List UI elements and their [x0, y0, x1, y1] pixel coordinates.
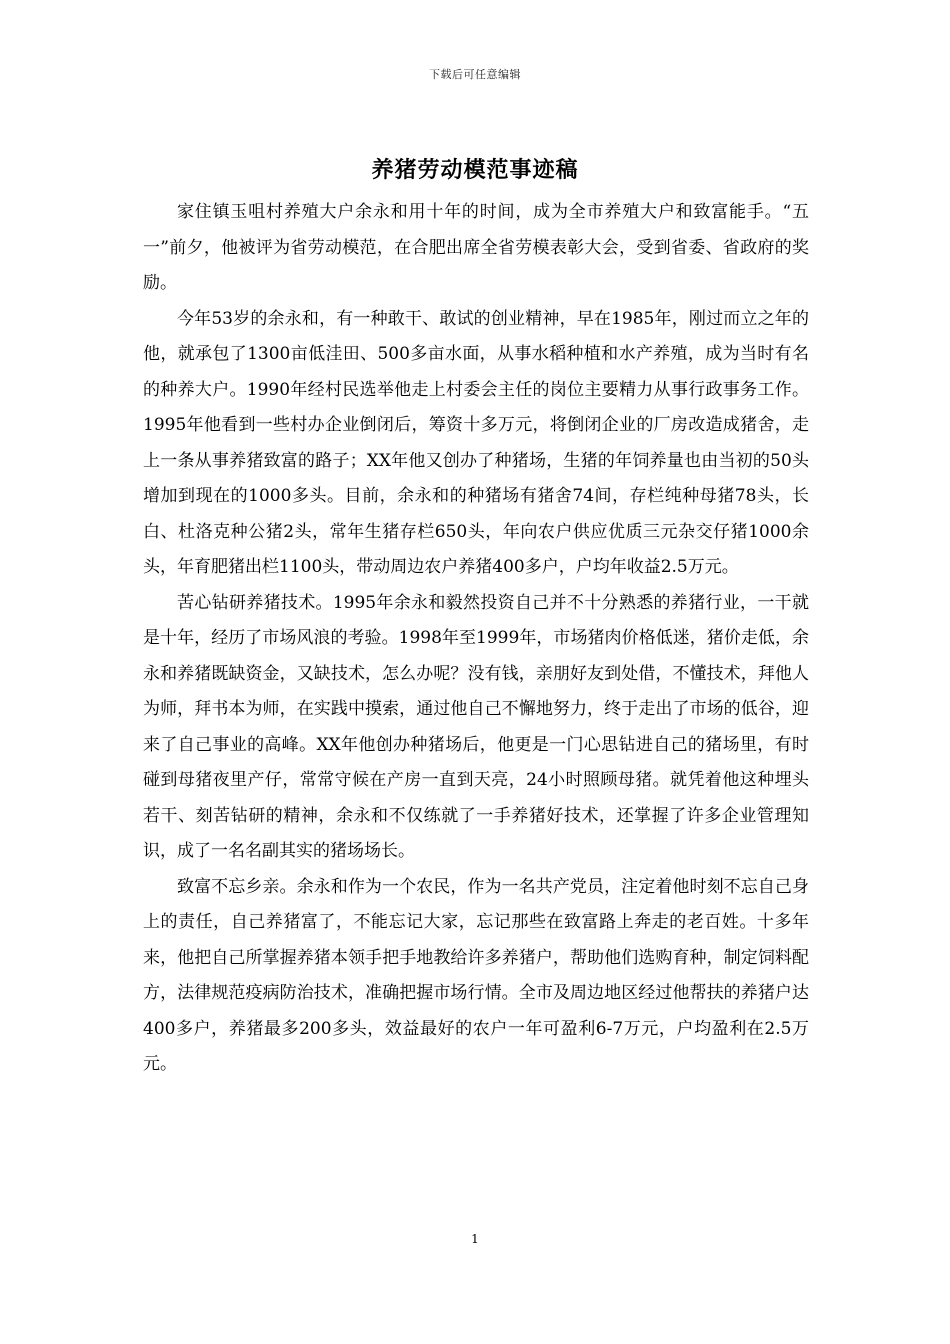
paragraph: 苦心钻研养猪技术。1995年余永和毅然投资自己并不十分熟悉的养猪行业，一干就是十年，经历了市场风浪的考验。1998年至1999年，市场猪肉价格低迷，猪价走低，余永和养猪既缺资金，又缺技术，怎么办呢？没有钱，亲朋好友到处借，不懂技术，拜他人为师，拜书本为师，在实践中摸索，通过他自己不懈地努力，终于走出了市场的低谷，迎来了自己事业的高峰。XX年他创办种猪场后，他更是一门心思钻进自己的猪场里，有时碰到母猪夜里产仔，常常守候在产房一直到天亮，24小时照顾母猪。就凭着他这种埋头若干、刻苦钻研的精神，余永和不仅练就了一手养猪好技术，还掌握了许多企业管理知识，成了一名名副其实的猪场场长。 [143, 592, 809, 861]
page-header: 下载后可任意编辑 [429, 68, 521, 81]
page-number: 1 [471, 1232, 479, 1246]
paragraph: 家住镇玉咀村养殖大户余永和用十年的时间，成为全市养殖大户和致富能手。“五一”前夕，他被评为省劳动模范，在合肥出席全省劳模表彰大会，受到省委、省政府的奖励。 [143, 202, 809, 293]
document-title: 养猪劳动模范事迹稿 [371, 157, 579, 183]
paragraph: 致富不忘乡亲。余永和作为一个农民，作为一名共产党员，注定着他时刻不忘自己身上的责任，自己养猪富了，不能忘记大家，忘记那些在致富路上奔走的老百姓。十多年来，他把自己所掌握养猪本领手把手地教给许多养猪户，帮助他们选购育种，制定饲料配方，法律规范疫病防治技术，准确把握市场行情。全市及周边地区经过他帮扶的养猪户达400多户，养猪最多200多头，效益最好的农户一年可盈利6-7万元，户均盈利在2.5万元。 [143, 876, 809, 1074]
paragraph: 今年53岁的余永和，有一种敢干、敢试的创业精神，早在1985年，刚过而立之年的他，就承包了1300亩低洼田、500多亩水面，从事水稻种植和水产养殖，成为当时有名的种养大户。1990年经村民选举他走上村委会主任的岗位主要精力从事行政事务工作。1995年他看到一些村办企业倒闭后，筹资十多万元，将倒闭企业的厂房改造成猪舍，走上一条从事养猪致富的路子；XX年他又创办了种猪场，生猪的年饲养量也由当初的50头增加到现在的1000多头。目前，余永和的种猪场有猪舍74间，存栏纯种母猪78头，长白、杜洛克种公猪2头，常年生猪存栏650头，年向农户供应优质三元杂交仔猪1000余头，年育肥猪出栏1100头，带动周边农户养猪400多户，户均年收益2.5万元。 [143, 308, 809, 577]
document-body [143, 195, 809, 1083]
